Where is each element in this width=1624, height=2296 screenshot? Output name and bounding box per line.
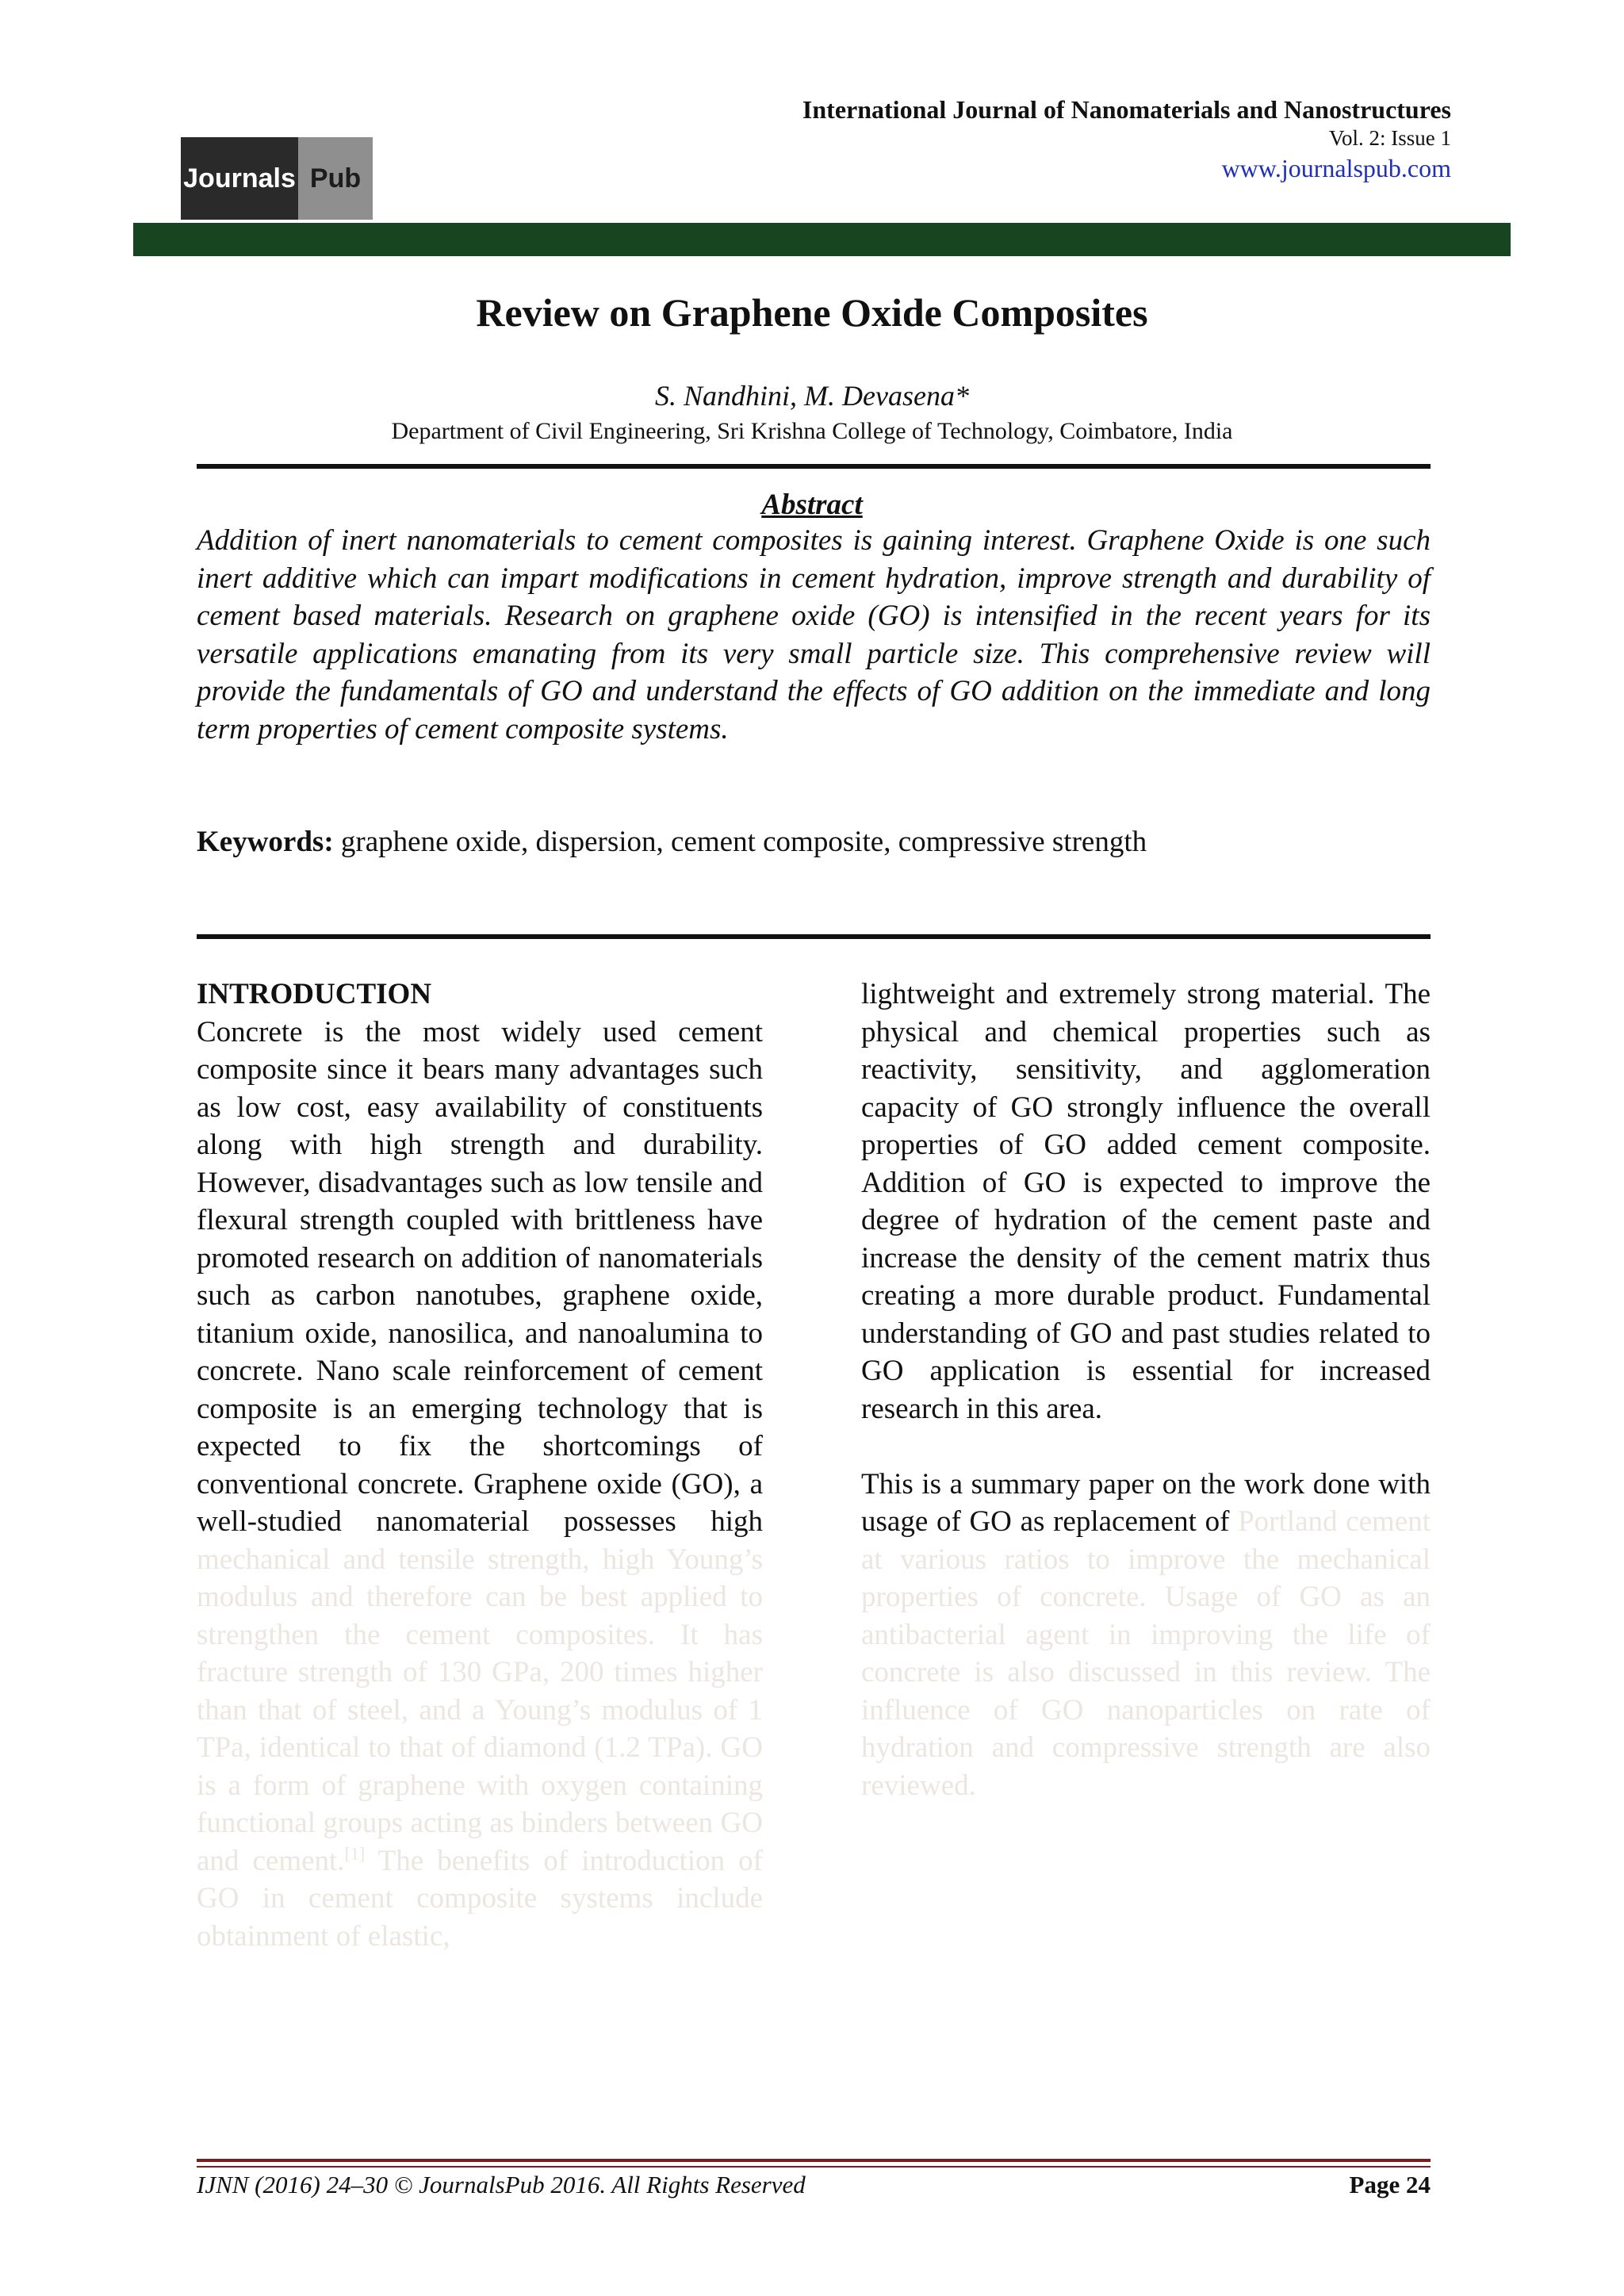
- intro-left-faded-a: mechanical and tensile strength, high Young’s modulus and therefore can be best applied to strengthen the cement composites. It has fracture strength of 130 GPa, 200 times higher than that of steel, and a Young’s modulus of 1 TPa, identical to that of diamond (1.2 TPa). GO is a form of graphene with oxygen containing functional groups acting as binders between GO and cement.: [197, 1543, 763, 1877]
- abstract-top-rule: [197, 464, 1431, 469]
- citation-ref-1: [1]: [344, 1843, 366, 1864]
- right-column: [861, 976, 1431, 1804]
- header-green-bar: [133, 223, 1511, 256]
- left-column: [197, 976, 763, 1955]
- keywords-line: [197, 823, 1431, 861]
- intro-right-paragraph-2: [861, 1466, 1431, 1805]
- abstract-text: Addition of inert nanomaterials to cement composites is gaining interest. Graphene Oxide is one such inert additive which can impart modifications in cement hydration, improve strength and durability of cement based materials. Research on graphene oxide (GO) is intensified in the recent years for its versatile applications emanating from its very small particle size. This comprehensive review will provide the fundamentals of GO and understand the effects of GO addition on the immediate and long term properties of cement composite systems.: [197, 524, 1431, 746]
- intro-left-text: Concrete is the most widely used cement composite since it bears many advantages such as low cost, easy availability of constituents along with high strength and durability. However, disadvantages such as low tensile and flexural strength coupled with brittleness have promoted research on addition of nanomaterials such as carbon nanotubes, graphene oxide, titanium oxide, nanosilica, and nanoalumina to concrete. Nano scale reinforcement of cement composite is an emerging technology that is expected to fix the shortcomings of conventional concrete. Graphene oxide (GO), a well-studied nanomaterial possesses high: [197, 1015, 763, 1538]
- logo-part-journals: Journals: [181, 137, 298, 220]
- footer-rule-thin: [197, 2166, 1431, 2168]
- logo-part-pub: Pub: [298, 137, 373, 220]
- journal-header: [802, 94, 1451, 185]
- intro-left-faded-text: [197, 1543, 763, 1953]
- intro-right-paragraph-1: lightweight and extremely strong material. The physical and chemical properties such as reactivity, sensitivity, and agglomeration capacity of GO strongly influence the overall properties of GO added cement composite. Addition of GO is expected to improve the degree of hydration of the cement paste and increase the density of the cement matrix thus creating a more durable product. Fundamental understanding of GO and past studies related to GO application is essential for increased research in this area.: [861, 978, 1431, 1425]
- keywords-label: Keywords:: [197, 826, 334, 858]
- paper-title: Review on Graphene Oxide Composites: [476, 290, 1148, 335]
- paper-authors: S. Nandhini, M. Devasena*: [655, 380, 969, 412]
- intro-left-faded-b: The benefits of introduction of GO in cement composite systems include obtainment of elastic,: [197, 1844, 763, 1953]
- footer-rule-thick: [197, 2159, 1431, 2162]
- keywords-text: graphene oxide, dispersion, cement composite, compressive strength: [333, 826, 1147, 858]
- paper-affiliation: Department of Civil Engineering, Sri Krishna College of Technology, Coimbatore, India: [391, 418, 1233, 444]
- intro-right-faded-text: Portland cement at various ratios to improve the mechanical properties of concrete. Usage of GO as an antibacterial agent in improving the life of concrete is also discussed in this review. The influence of GO nanoparticles on rate of hydration and compressive strength are also reviewed.: [861, 1505, 1431, 1802]
- abstract-heading: Abstract: [761, 489, 863, 521]
- journal-title: International Journal of Nanomaterials and Nanostructures: [802, 95, 1451, 124]
- page-number: Page 24: [1349, 2171, 1431, 2198]
- journalspub-logo: [181, 137, 373, 220]
- introduction-heading: INTRODUCTION: [197, 978, 432, 1010]
- footer-citation: IJNN (2016) 24–30 © JournalsPub 2016. All Rights Reserved: [197, 2171, 806, 2198]
- intro-left-paragraph: [197, 1014, 763, 1956]
- journal-url-link[interactable]: www.journalspub.com: [1221, 153, 1451, 182]
- abstract-bottom-rule: [197, 934, 1431, 939]
- intro-right-text: This is a summary paper on the work done with usage of GO as replacement of: [861, 1467, 1431, 1538]
- journal-volume: Vol. 2: Issue 1: [1328, 126, 1451, 150]
